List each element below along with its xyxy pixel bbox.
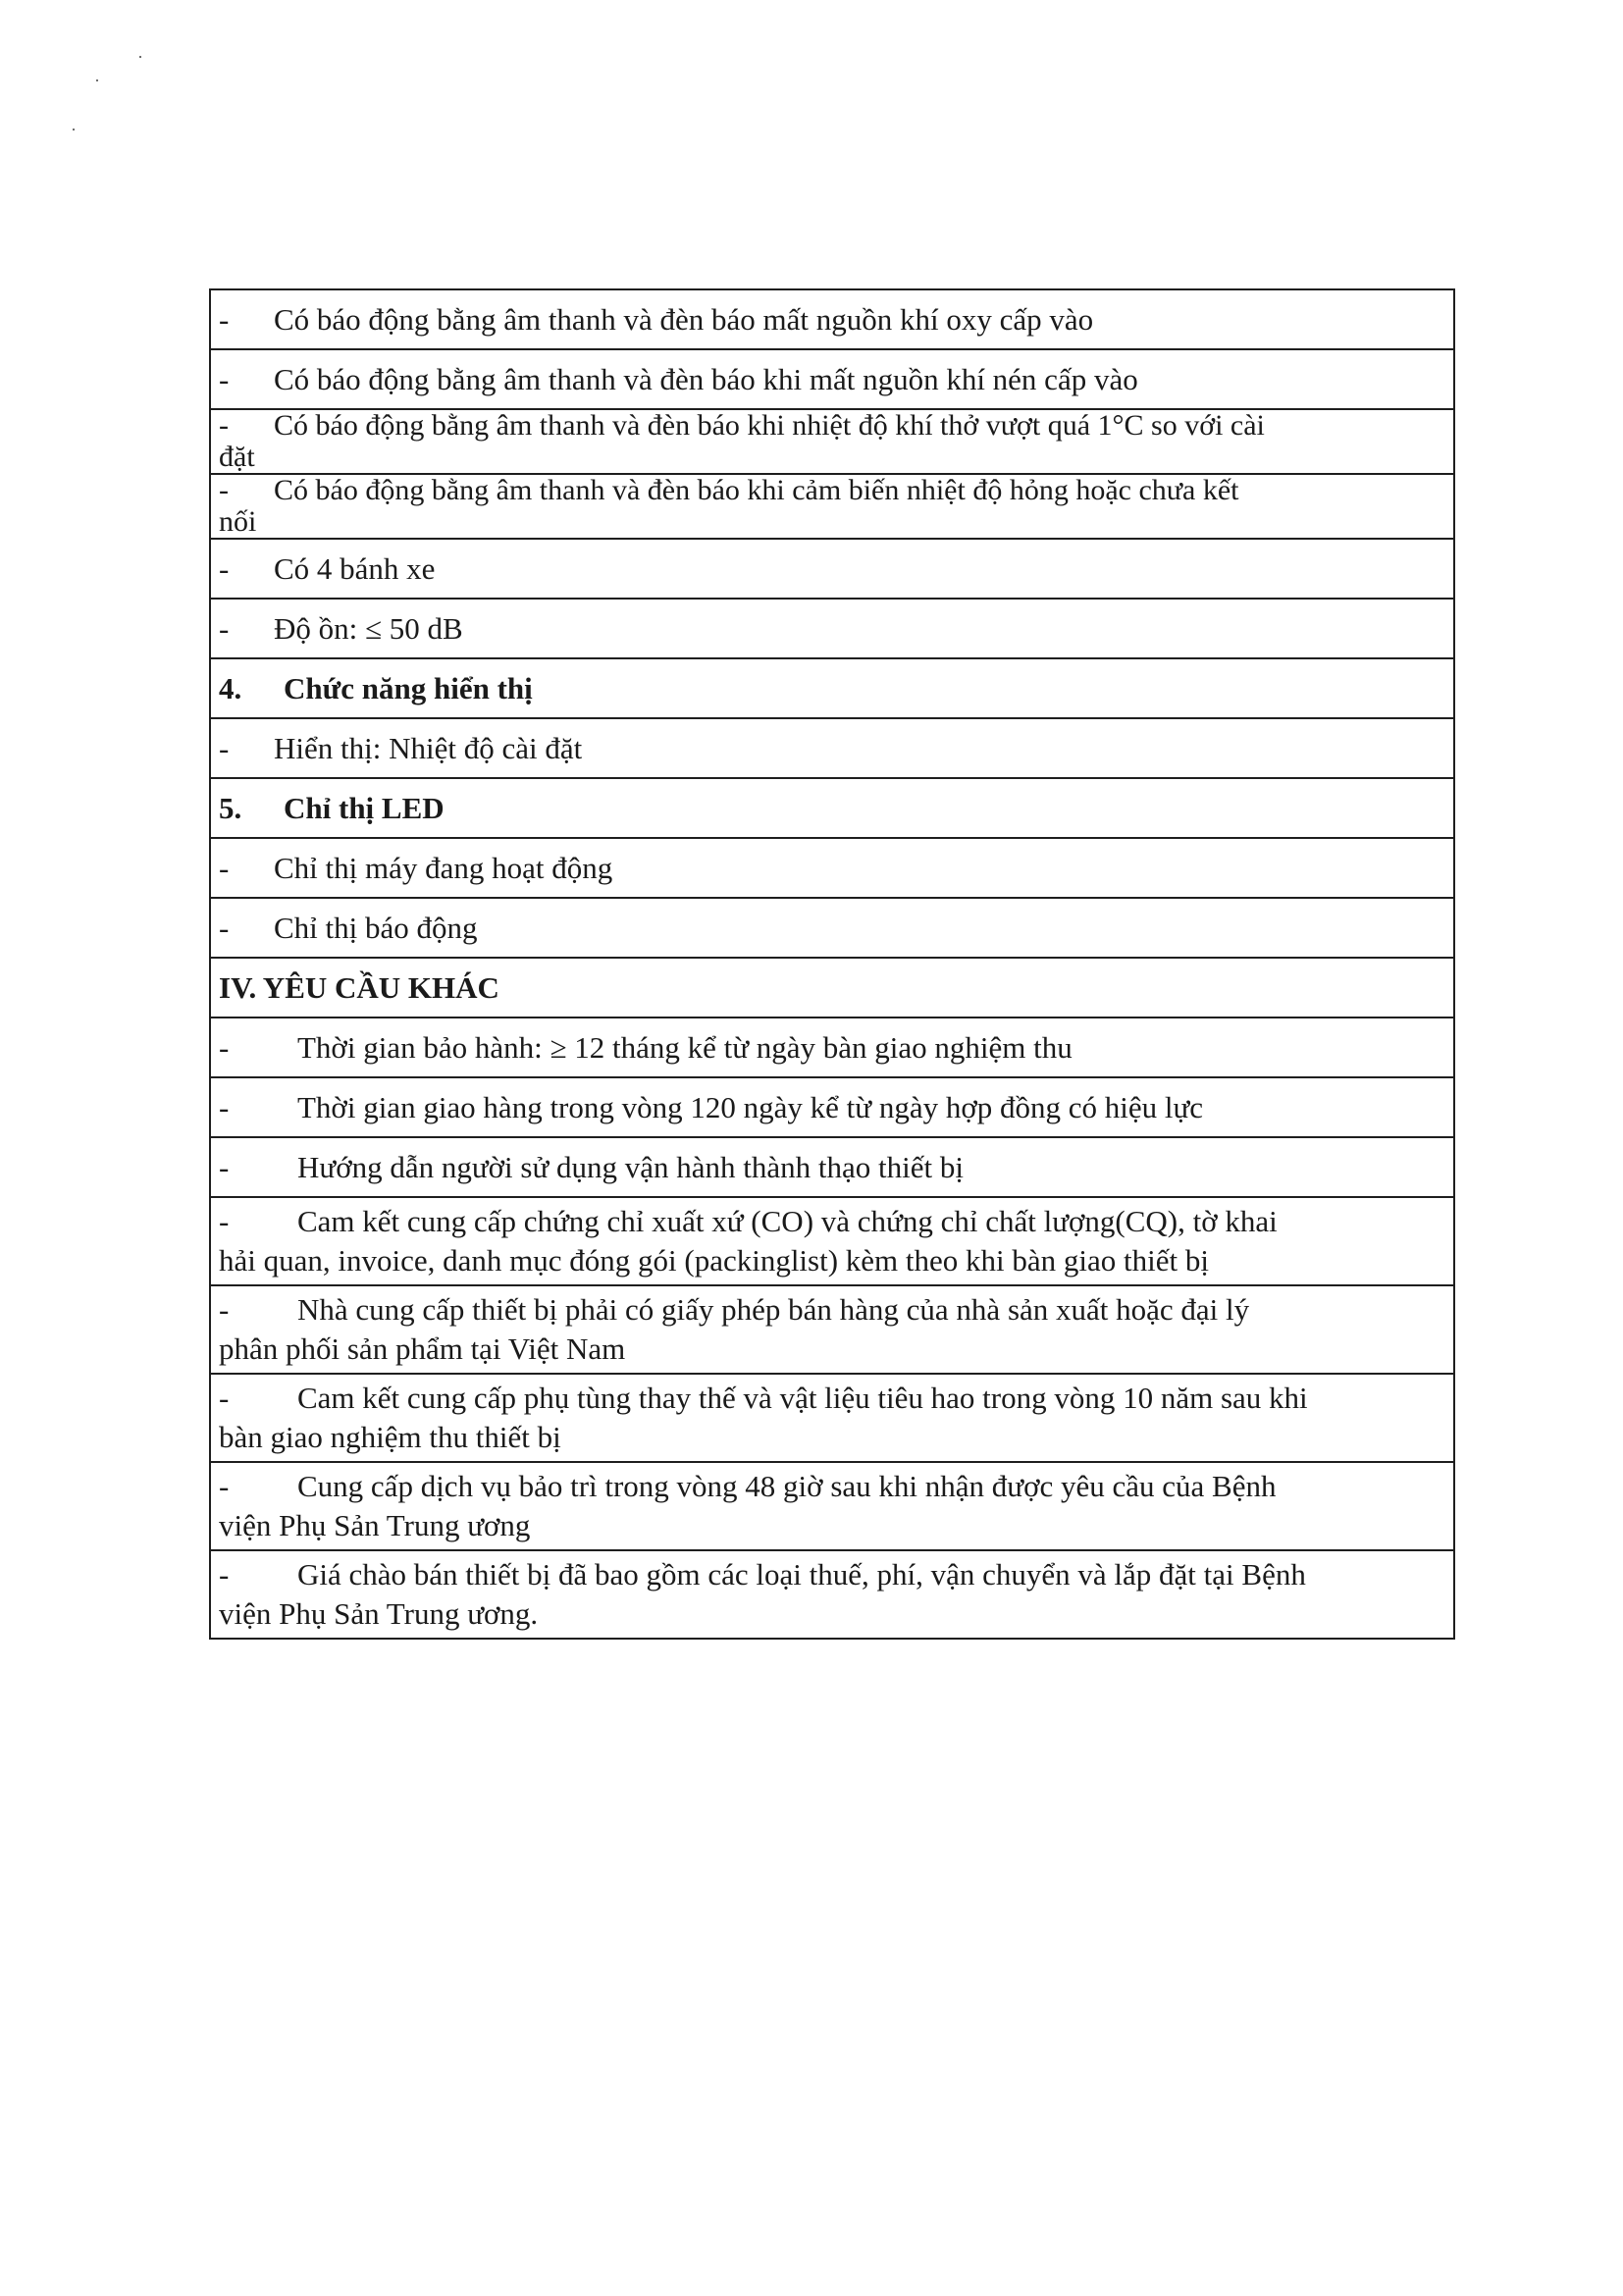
bullet-dash: -: [219, 1149, 230, 1184]
table-cell: [210, 838, 1454, 898]
bullet-dash: -: [219, 409, 229, 442]
table-row: [210, 349, 1454, 409]
row-text-wrap: hải quan, invoice, danh mục đóng gói (packinglist) kèm theo khi bàn giao thiết bị: [219, 1243, 1209, 1278]
row-text: Thời gian giao hàng trong vòng 120 ngày kể từ ngày hợp đồng có hiệu lực: [297, 1089, 1204, 1124]
row-text: Cung cấp dịch vụ bảo trì trong vòng 48 giờ sau khi nhận được yêu cầu của Bệnh: [297, 1469, 1277, 1503]
row-text-wrap: đặt: [219, 441, 255, 473]
bullet-dash: -: [219, 1557, 230, 1592]
table-cell: [210, 599, 1454, 658]
table-row: [210, 1374, 1454, 1462]
table-cell: [210, 958, 1454, 1018]
row-text: Cam kết cung cấp phụ tùng thay thế và vật liệu tiêu hao trong vòng 10 năm sau khi: [297, 1381, 1308, 1415]
table-row: [210, 474, 1454, 539]
section-number: 4.: [219, 670, 242, 705]
table-row: [210, 1137, 1454, 1197]
row-text: Nhà cung cấp thiết bị phải có giấy phép bán hàng của nhà sản xuất hoặc đại lý: [297, 1292, 1250, 1327]
row-text: Hướng dẫn người sử dụng vận hành thành thạo thiết bị: [297, 1149, 964, 1184]
table-row: [210, 778, 1454, 838]
bullet-dash: -: [219, 610, 230, 646]
row-text-wrap: viện Phụ Sản Trung ương: [219, 1508, 531, 1542]
row-text: Thời gian bảo hành: ≥ 12 tháng kể từ ngày bàn giao nghiệm thu: [297, 1029, 1073, 1065]
bullet-dash: -: [219, 850, 230, 885]
bullet-dash: -: [219, 1469, 230, 1503]
bullet-dash: -: [219, 730, 230, 765]
row-text-wrap: bàn giao nghiệm thu thiết bị: [219, 1420, 561, 1454]
row-text-wrap: nối: [219, 505, 257, 538]
row-text: Độ ồn: ≤ 50 dB: [274, 610, 463, 646]
scan-speck: ·: [71, 120, 77, 139]
table-row: [210, 1077, 1454, 1137]
table-row: [210, 958, 1454, 1018]
spec-table-body: [210, 289, 1454, 1639]
table-cell: [210, 898, 1454, 958]
row-text: Có báo động bằng âm thanh và đèn báo mất nguồn khí oxy cấp vào: [274, 301, 1094, 337]
table-row: [210, 409, 1454, 474]
table-row: [210, 1550, 1454, 1639]
table-cell: [210, 349, 1454, 409]
table-cell: [210, 474, 1454, 539]
bullet-dash: -: [219, 361, 230, 396]
bullet-dash: -: [219, 550, 230, 586]
table-row: [210, 1462, 1454, 1550]
table-cell: [210, 1550, 1454, 1639]
table-row: [210, 1285, 1454, 1374]
table-row: [210, 539, 1454, 599]
row-text: Có 4 bánh xe: [274, 550, 436, 586]
table-row: [210, 718, 1454, 778]
row-text: Có báo động bằng âm thanh và đèn báo khi nhiệt độ khí thở vượt quá 1°C so với cài: [274, 409, 1265, 442]
bullet-dash: -: [219, 301, 230, 337]
bullet-dash: -: [219, 1381, 230, 1415]
bullet-dash: -: [219, 1089, 230, 1124]
table-row: [210, 658, 1454, 718]
subsection-heading: Chỉ thị LED: [284, 790, 445, 825]
table-cell: [210, 1077, 1454, 1137]
table-row: [210, 599, 1454, 658]
row-text: Hiển thị: Nhiệt độ cài đặt: [274, 730, 583, 765]
row-text-wrap: viện Phụ Sản Trung ương.: [219, 1596, 539, 1631]
bullet-dash: -: [219, 910, 230, 945]
table-cell: [210, 1197, 1454, 1285]
table-row: [210, 838, 1454, 898]
row-text: Giá chào bán thiết bị đã bao gồm các loại thuế, phí, vận chuyển và lắp đặt tại Bệnh: [297, 1557, 1306, 1592]
table-cell: [210, 289, 1454, 349]
row-text-wrap: phân phối sản phẩm tại Việt Nam: [219, 1331, 626, 1366]
table-cell: [210, 778, 1454, 838]
table-cell: [210, 1137, 1454, 1197]
row-text: Cam kết cung cấp chứng chỉ xuất xứ (CO) và chứng chỉ chất lượng(CQ), tờ khai: [297, 1204, 1278, 1238]
spec-table: [209, 288, 1455, 1640]
table-cell: [210, 539, 1454, 599]
table-cell: [210, 658, 1454, 718]
subsection-heading: Chức năng hiển thị: [284, 670, 533, 705]
table-row: [210, 1197, 1454, 1285]
bullet-dash: -: [219, 1029, 230, 1065]
row-text: Có báo động bằng âm thanh và đèn báo khi cảm biến nhiệt độ hỏng hoặc chưa kết: [274, 474, 1239, 506]
table-cell: [210, 718, 1454, 778]
table-cell: [210, 1018, 1454, 1077]
table-row: [210, 289, 1454, 349]
scan-speck: ·: [137, 47, 143, 67]
bullet-dash: -: [219, 1292, 230, 1327]
scan-speck: ·: [94, 71, 100, 90]
section-heading: IV. YÊU CẦU KHÁC: [219, 969, 499, 1005]
table-cell: [210, 409, 1454, 474]
row-text: Có báo động bằng âm thanh và đèn báo khi mất nguồn khí nén cấp vào: [274, 361, 1138, 396]
table-cell: [210, 1285, 1454, 1374]
bullet-dash: -: [219, 474, 229, 506]
table-row: [210, 898, 1454, 958]
bullet-dash: -: [219, 1204, 230, 1238]
section-number: 5.: [219, 790, 242, 825]
table-cell: [210, 1374, 1454, 1462]
table-row: [210, 1018, 1454, 1077]
table-cell: [210, 1462, 1454, 1550]
row-text: Chỉ thị máy đang hoạt động: [274, 850, 613, 885]
row-text: Chỉ thị báo động: [274, 910, 478, 945]
